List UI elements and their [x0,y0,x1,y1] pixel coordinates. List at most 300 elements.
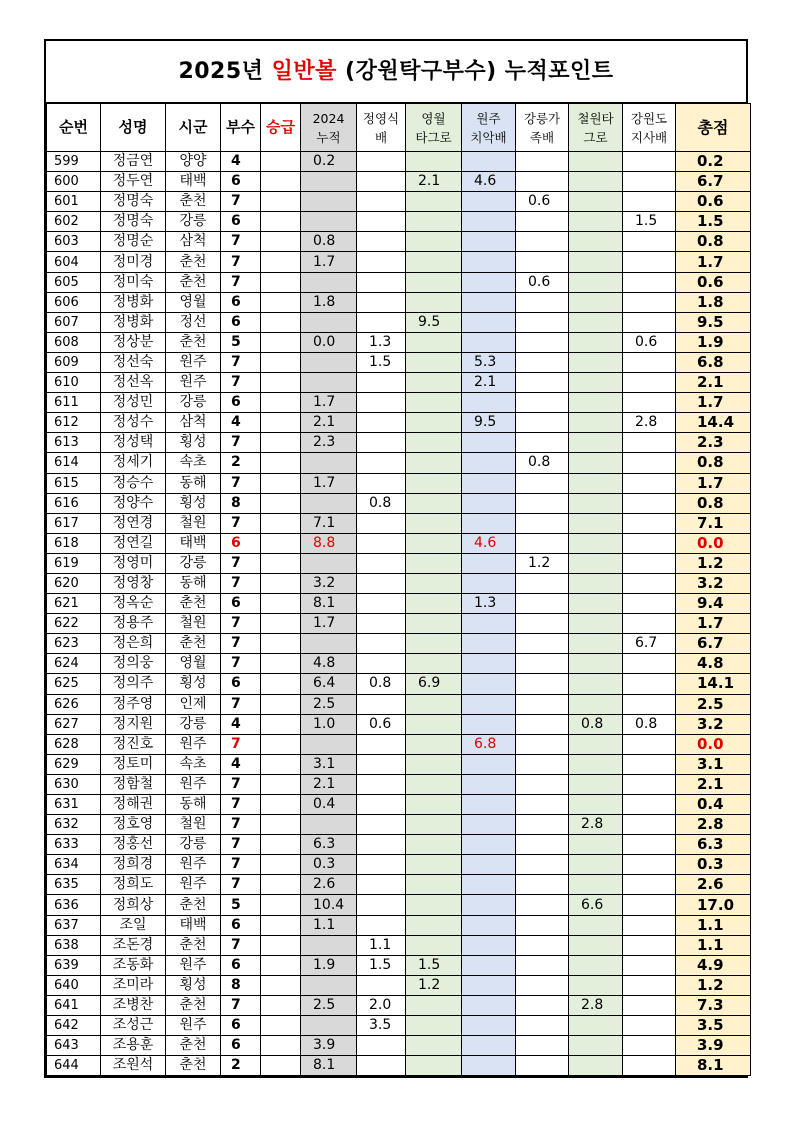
cell-jy [357,292,406,312]
cell-promotion [261,413,301,433]
cell-city: 강릉 [166,714,221,734]
table-row [47,373,751,393]
cell-name: 조용훈 [101,1036,166,1056]
cell-city: 춘천 [166,594,221,614]
cell-name: 정성수 [101,413,166,433]
table-row [47,815,751,835]
cell-p24 [301,975,357,995]
cell-promotion [261,734,301,754]
cell-div: 7 [221,373,261,393]
cell-wj [462,975,516,995]
cell-gn [516,774,569,794]
cell-gw [623,995,676,1015]
cell-jy [357,453,406,473]
table-row [47,573,751,593]
cell-no: 608 [47,332,101,352]
cell-name: 정연길 [101,533,166,553]
table-row [47,654,751,674]
cell-no: 621 [47,594,101,614]
cell-yw [406,433,462,453]
table-row [47,553,751,573]
cell-cw [569,352,623,372]
cell-total: 14.1 [676,674,751,694]
cell-div: 7 [221,252,261,272]
cell-gn [516,694,569,714]
cell-cw [569,413,623,433]
cell-city: 인제 [166,694,221,714]
cell-total: 0.0 [676,734,751,754]
cell-no: 603 [47,232,101,252]
cell-gw [623,513,676,533]
cell-no: 607 [47,312,101,332]
points-sheet [44,39,748,1078]
cell-gw [623,232,676,252]
table-row [47,172,751,192]
cell-name: 정성택 [101,433,166,453]
cell-div: 5 [221,895,261,915]
cell-city: 정선 [166,312,221,332]
cell-div: 7 [221,795,261,815]
cell-name: 정의주 [101,674,166,694]
header-gangneung: 강릉가 족배 [516,104,569,152]
cell-no: 604 [47,252,101,272]
cell-yw [406,754,462,774]
cell-cw [569,614,623,634]
cell-jy [357,614,406,634]
table-row [47,895,751,915]
cell-promotion [261,393,301,413]
cell-promotion [261,895,301,915]
cell-gw: 6.7 [623,634,676,654]
cell-wj [462,393,516,413]
cell-div: 7 [221,352,261,372]
table-row [47,252,751,272]
cell-city: 원주 [166,352,221,372]
cell-name: 정병화 [101,292,166,312]
cell-cw [569,955,623,975]
cell-yw [406,332,462,352]
cell-gw [623,533,676,553]
table-row [47,875,751,895]
cell-total: 1.7 [676,393,751,413]
cell-jy [357,654,406,674]
cell-wj [462,614,516,634]
cell-no: 625 [47,674,101,694]
cell-gn [516,995,569,1015]
cell-name: 정홍선 [101,835,166,855]
cell-total: 6.3 [676,835,751,855]
cell-total: 1.1 [676,915,751,935]
cell-p24: 3.9 [301,1036,357,1056]
cell-total: 0.6 [676,272,751,292]
cell-p24 [301,935,357,955]
cell-div: 7 [221,192,261,212]
cell-city: 태백 [166,533,221,553]
table-row [47,915,751,935]
cell-no: 640 [47,975,101,995]
cell-gn [516,373,569,393]
cell-yw: 1.5 [406,955,462,975]
cell-div: 7 [221,935,261,955]
cell-cw [569,212,623,232]
cell-wj: 1.3 [462,594,516,614]
cell-cw [569,393,623,413]
cell-wj [462,754,516,774]
cell-no: 619 [47,553,101,573]
cell-p24: 0.4 [301,795,357,815]
cell-cw [569,594,623,614]
cell-no: 602 [47,212,101,232]
cell-yw [406,1036,462,1056]
cell-name: 정용주 [101,614,166,634]
cell-total: 6.8 [676,352,751,372]
cell-no: 618 [47,533,101,553]
cell-p24: 1.7 [301,614,357,634]
cell-promotion [261,1036,301,1056]
cell-city: 원주 [166,734,221,754]
cell-cw [569,875,623,895]
cell-no: 627 [47,714,101,734]
cell-name: 정성민 [101,393,166,413]
cell-total: 0.6 [676,192,751,212]
cell-div: 7 [221,694,261,714]
cell-p24: 8.1 [301,1056,357,1076]
cell-gn [516,152,569,172]
cell-yw [406,373,462,393]
cell-jy [357,915,406,935]
cell-div: 8 [221,493,261,513]
cell-gn [516,252,569,272]
cell-jy [357,373,406,393]
cell-div: 7 [221,272,261,292]
table-row [47,152,751,172]
cell-jy [357,774,406,794]
cell-wj [462,654,516,674]
cell-name: 정희경 [101,855,166,875]
cell-total: 6.7 [676,172,751,192]
cell-div: 7 [221,875,261,895]
cell-yw: 2.1 [406,172,462,192]
cell-name: 정선숙 [101,352,166,372]
cell-cw [569,232,623,252]
cell-p24 [301,192,357,212]
cell-promotion [261,373,301,393]
cell-jy: 1.5 [357,352,406,372]
cell-gw [623,453,676,473]
cell-gn: 0.6 [516,272,569,292]
cell-div: 5 [221,332,261,352]
cell-jy [357,634,406,654]
cell-total: 2.1 [676,774,751,794]
cell-wj [462,573,516,593]
cell-p24: 0.0 [301,332,357,352]
cell-div: 7 [221,614,261,634]
cell-div: 4 [221,413,261,433]
cell-city: 춘천 [166,935,221,955]
cell-no: 631 [47,795,101,815]
cell-no: 633 [47,835,101,855]
cell-jy: 1.5 [357,955,406,975]
cell-no: 629 [47,754,101,774]
cell-total: 1.1 [676,935,751,955]
cell-gw [623,935,676,955]
cell-city: 춘천 [166,252,221,272]
cell-gn [516,413,569,433]
cell-div: 6 [221,1016,261,1036]
cell-wj [462,252,516,272]
cell-jy [357,312,406,332]
cell-name: 정주영 [101,694,166,714]
cell-city: 원주 [166,774,221,794]
cell-div: 7 [221,513,261,533]
cell-gn [516,955,569,975]
cell-gw [623,393,676,413]
cell-gn [516,815,569,835]
cell-jy [357,513,406,533]
cell-yw [406,553,462,573]
cell-promotion [261,172,301,192]
cell-gn [516,352,569,372]
cell-gw [623,553,676,573]
cell-yw [406,915,462,935]
cell-promotion [261,634,301,654]
cell-jy [357,795,406,815]
cell-cw [569,152,623,172]
cell-total: 1.7 [676,252,751,272]
cell-p24 [301,352,357,372]
cell-promotion [261,754,301,774]
cell-gw [623,654,676,674]
cell-gn [516,573,569,593]
cell-gw: 0.8 [623,714,676,734]
cell-gw [623,855,676,875]
cell-promotion [261,252,301,272]
cell-cw [569,734,623,754]
cell-jy [357,1056,406,1076]
cell-jy [357,533,406,553]
cell-promotion [261,815,301,835]
cell-promotion [261,212,301,232]
cell-p24: 6.4 [301,674,357,694]
cell-total: 1.7 [676,473,751,493]
header-city: 시군 [166,104,221,152]
cell-div: 4 [221,754,261,774]
cell-no: 623 [47,634,101,654]
cell-total: 7.1 [676,513,751,533]
cell-p24 [301,553,357,573]
table-row [47,694,751,714]
cell-total: 3.5 [676,1016,751,1036]
cell-cw [569,312,623,332]
cell-total: 3.9 [676,1036,751,1056]
cell-promotion [261,774,301,794]
cell-wj [462,513,516,533]
table-row [47,754,751,774]
cell-promotion [261,553,301,573]
cell-city: 횡성 [166,433,221,453]
table-row [47,774,751,794]
cell-cw [569,433,623,453]
cell-promotion [261,493,301,513]
cell-gw [623,614,676,634]
cell-promotion [261,614,301,634]
cell-gw [623,895,676,915]
cell-gw: 2.8 [623,413,676,433]
cell-p24 [301,172,357,192]
cell-city: 태백 [166,915,221,935]
header-cheorwon: 철원타 그로 [569,104,623,152]
cell-gn [516,1016,569,1036]
cell-gw [623,473,676,493]
table-row [47,674,751,694]
cell-name: 조일 [101,915,166,935]
cell-gw [623,975,676,995]
header-division: 부수 [221,104,261,152]
cell-div: 6 [221,594,261,614]
cell-yw [406,152,462,172]
cell-div: 7 [221,995,261,1015]
cell-div: 7 [221,573,261,593]
cell-no: 624 [47,654,101,674]
cell-p24 [301,312,357,332]
cell-yw [406,453,462,473]
cell-wj [462,272,516,292]
cell-city: 춘천 [166,1056,221,1076]
title-suffix: (강원탁구부수) 누적포인트 [336,59,614,84]
cell-gn: 0.6 [516,192,569,212]
table-row [47,393,751,413]
cell-promotion [261,1056,301,1076]
cell-jy: 0.6 [357,714,406,734]
cell-name: 정연경 [101,513,166,533]
cell-jy [357,895,406,915]
cell-wj [462,473,516,493]
cell-p24: 1.1 [301,915,357,935]
table-row [47,533,751,553]
cell-city: 원주 [166,855,221,875]
cell-jy [357,875,406,895]
cell-gw [623,292,676,312]
cell-gw [623,1036,676,1056]
cell-city: 춘천 [166,895,221,915]
cell-total: 0.8 [676,453,751,473]
cell-yw: 6.9 [406,674,462,694]
cell-cw [569,513,623,533]
cell-city: 횡성 [166,493,221,513]
cell-p24: 2.5 [301,995,357,1015]
cell-jy [357,855,406,875]
cell-promotion [261,332,301,352]
cell-promotion [261,875,301,895]
cell-name: 정명숙 [101,212,166,232]
cell-name: 정명순 [101,232,166,252]
cell-total: 0.2 [676,152,751,172]
cell-city: 춘천 [166,1036,221,1056]
cell-wj: 4.6 [462,533,516,553]
cell-yw: 9.5 [406,312,462,332]
cell-gn [516,172,569,192]
cell-div: 7 [221,473,261,493]
cell-yw [406,232,462,252]
cell-wj [462,1056,516,1076]
cell-city: 속초 [166,453,221,473]
cell-city: 철원 [166,513,221,533]
cell-p24 [301,493,357,513]
header-2024: 2024 누적 [301,104,357,152]
cell-gw [623,272,676,292]
cell-city: 영월 [166,292,221,312]
cell-total: 9.4 [676,594,751,614]
cell-yw [406,835,462,855]
table-row [47,352,751,372]
cell-promotion [261,694,301,714]
cell-gn [516,232,569,252]
cell-no: 609 [47,352,101,372]
cell-total: 2.1 [676,373,751,393]
cell-yw: 1.2 [406,975,462,995]
cell-no: 616 [47,493,101,513]
cell-div: 6 [221,1036,261,1056]
cell-total: 1.2 [676,975,751,995]
cell-city: 강릉 [166,553,221,573]
table-body [47,152,751,1076]
cell-wj: 9.5 [462,413,516,433]
cell-gw [623,252,676,272]
cell-no: 644 [47,1056,101,1076]
cell-name: 정두연 [101,172,166,192]
cell-city: 횡성 [166,674,221,694]
cell-no: 641 [47,995,101,1015]
cell-no: 610 [47,373,101,393]
cell-no: 628 [47,734,101,754]
cell-yw [406,252,462,272]
cell-name: 조미라 [101,975,166,995]
cell-jy [357,815,406,835]
cell-wj [462,312,516,332]
cell-cw [569,855,623,875]
cell-cw: 6.6 [569,895,623,915]
cell-promotion [261,272,301,292]
cell-promotion [261,453,301,473]
sheet-title [46,41,746,103]
cell-promotion [261,352,301,372]
cell-gn [516,614,569,634]
cell-div: 6 [221,533,261,553]
cell-cw: 0.8 [569,714,623,734]
header-promotion: 승급 [261,104,301,152]
cell-jy [357,594,406,614]
cell-name: 조돈경 [101,935,166,955]
cell-name: 정명숙 [101,192,166,212]
cell-wj [462,714,516,734]
cell-div: 7 [221,855,261,875]
cell-gn [516,855,569,875]
cell-name: 정함철 [101,774,166,794]
cell-gw [623,754,676,774]
cell-gn: 1.2 [516,553,569,573]
cell-gn [516,714,569,734]
cell-name: 정승수 [101,473,166,493]
cell-wj [462,433,516,453]
cell-p24 [301,634,357,654]
cell-name: 정병화 [101,312,166,332]
cell-p24 [301,272,357,292]
cell-jy [357,172,406,192]
cell-wj: 6.8 [462,734,516,754]
cell-gn [516,433,569,453]
cell-wj [462,855,516,875]
cell-gw [623,594,676,614]
